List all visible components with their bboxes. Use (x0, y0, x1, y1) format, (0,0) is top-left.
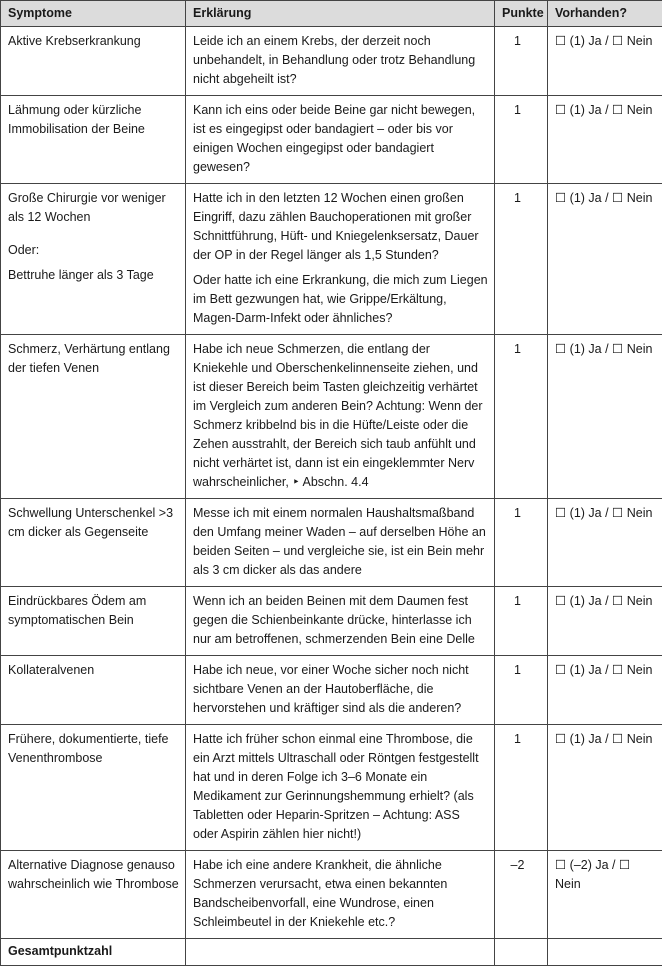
header-symptome: Symptome (1, 1, 186, 27)
symptom-cell: Alternative Diagnose genauso wahrscheinlich wie Thrombose (1, 851, 186, 939)
points-cell: –2 (495, 851, 548, 939)
table-row (1, 656, 662, 725)
present-checkbox-cell[interactable]: ☐ (1) Ja / ☐ Nein (548, 184, 662, 335)
spacer (8, 227, 179, 241)
total-label: Gesamtpunktzahl (1, 939, 186, 966)
points-cell: 1 (495, 725, 548, 851)
header-punkte: Punkte (495, 1, 548, 27)
table-row (1, 335, 662, 499)
explanation-alt: Oder hatte ich eine Erkrankung, die mich zum Liegen im Bett gezwungen hat, wie Grippe/Erkältung, Magen-Darm-Infekt oder ähnliches? (193, 271, 488, 328)
points-cell: 1 (495, 335, 548, 499)
explanation-cell: Kann ich eins oder beide Beine gar nicht bewegen, ist es eingegipst oder bandagiert – oder bis vor einigen Wochen eingegipst oder bandagiert gewesen? (186, 96, 495, 184)
header-vorhanden: Vorhanden? (548, 1, 662, 27)
symptom-cell: Aktive Krebserkrankung (1, 27, 186, 96)
explanation-main: Hatte ich in den letzten 12 Wochen einen großen Eingriff, dazu zählen Bauchoperationen mit großer Schnittführung, Hüft- und Kniegelenksersatz, Dauer der OP in der Regel länger als 1,5 Stunden? (193, 189, 488, 265)
points-cell: 1 (495, 96, 548, 184)
symptom-cell: Frühere, dokumentierte, tiefe Venenthrombose (1, 725, 186, 851)
total-points-cell[interactable] (495, 939, 548, 966)
present-checkbox-cell[interactable]: ☐ (1) Ja / ☐ Nein (548, 96, 662, 184)
present-checkbox-cell[interactable]: ☐ (1) Ja / ☐ Nein (548, 335, 662, 499)
table-row (1, 499, 662, 587)
points-cell: 1 (495, 499, 548, 587)
present-checkbox-cell[interactable]: ☐ (1) Ja / ☐ Nein (548, 725, 662, 851)
table-header-row (1, 1, 662, 27)
total-present-cell (548, 939, 662, 966)
explanation-cell: Hatte ich früher schon einmal eine Thrombose, die ein Arzt mittels Ultraschall oder Röntgen festgestellt hat und in deren Folge ich 3–6 Monate ein Medikament zur Gerinnungshemmung erhielt? (als Tabletten oder Heparin-Spritzen – Achtung: ASS oder Aspirin zählen hier nicht!) (186, 725, 495, 851)
symptom-cell (1, 184, 186, 335)
symptom-cell: Schmerz, Verhärtung entlang der tiefen Venen (1, 335, 186, 499)
points-cell: 1 (495, 184, 548, 335)
table-row (1, 27, 662, 96)
header-erklaerung: Erklärung (186, 1, 495, 27)
symptom-cell: Kollateralvenen (1, 656, 186, 725)
present-checkbox-cell[interactable]: ☐ (1) Ja / ☐ Nein (548, 499, 662, 587)
present-checkbox-cell[interactable]: ☐ (1) Ja / ☐ Nein (548, 656, 662, 725)
explanation-cell (186, 184, 495, 335)
symptom-cell: Eindrückbares Ödem am symptomatischen Bein (1, 587, 186, 656)
present-checkbox-cell[interactable]: ☐ (1) Ja / ☐ Nein (548, 27, 662, 96)
symptom-alt: Bettruhe länger als 3 Tage (8, 266, 179, 285)
explanation-cell: Messe ich mit einem normalen Haushaltsmaßband den Umfang meiner Waden – auf derselben Höhe an beiden Seiten – und vergleiche sie, ist ein Bein mehr als 3 cm dicker als das andere (186, 499, 495, 587)
explanation-cell: Leide ich an einem Krebs, der derzeit noch unbehandelt, in Behandlung oder trotz Behandlung nicht abgeheilt ist? (186, 27, 495, 96)
symptom-main: Große Chirurgie vor weniger als 12 Wochen (8, 189, 179, 227)
symptom-or-label: Oder: (8, 241, 179, 260)
points-cell: 1 (495, 587, 548, 656)
table-row (1, 851, 662, 939)
points-cell: 1 (495, 27, 548, 96)
total-empty-cell (186, 939, 495, 966)
table-row (1, 587, 662, 656)
explanation-cell: Habe ich neue Schmerzen, die entlang der Kniekehle und Oberschenkelinnenseite ziehen, und ist dieser Bereich beim Tasten gleichzeitig verhärtet im Vergleich zum anderen Bein? Achtung: Wenn der Schmerz kribbelnd bis in die Hüfte/Leiste oder die Zehen ausstrahlt, der Bereich sich taub anfühlt und nicht verhärtet ist, dann ist ein eingeklemmter Nerv wahrscheinlicher, ‣ Abschn. 4.4 (186, 335, 495, 499)
symptom-cell: Schwellung Unterschenkel >3 cm dicker als Gegenseite (1, 499, 186, 587)
present-checkbox-cell[interactable]: ☐ (–2) Ja / ☐ Nein (548, 851, 662, 939)
present-checkbox-cell[interactable]: ☐ (1) Ja / ☐ Nein (548, 587, 662, 656)
explanation-cell: Habe ich neue, vor einer Woche sicher noch nicht sichtbare Venen an der Hautoberfläche, die hervorstehen und kräftiger sind als die anderen? (186, 656, 495, 725)
table-row (1, 96, 662, 184)
total-row (1, 939, 662, 966)
table-row (1, 725, 662, 851)
symptom-cell: Lähmung oder kürzliche Immobilisation der Beine (1, 96, 186, 184)
explanation-cell: Wenn ich an beiden Beinen mit dem Daumen fest gegen die Schienbeinkante drücke, hinterlasse ich nur am betroffenen, schmerzenden Bein eine Delle (186, 587, 495, 656)
table-row (1, 184, 662, 335)
explanation-cell: Habe ich eine andere Krankheit, die ähnliche Schmerzen verursacht, etwa einen bekannten Bandscheibenvorfall, eine Wundrose, einen Schleimbeutel in der Kniekehle etc.? (186, 851, 495, 939)
points-cell: 1 (495, 656, 548, 725)
